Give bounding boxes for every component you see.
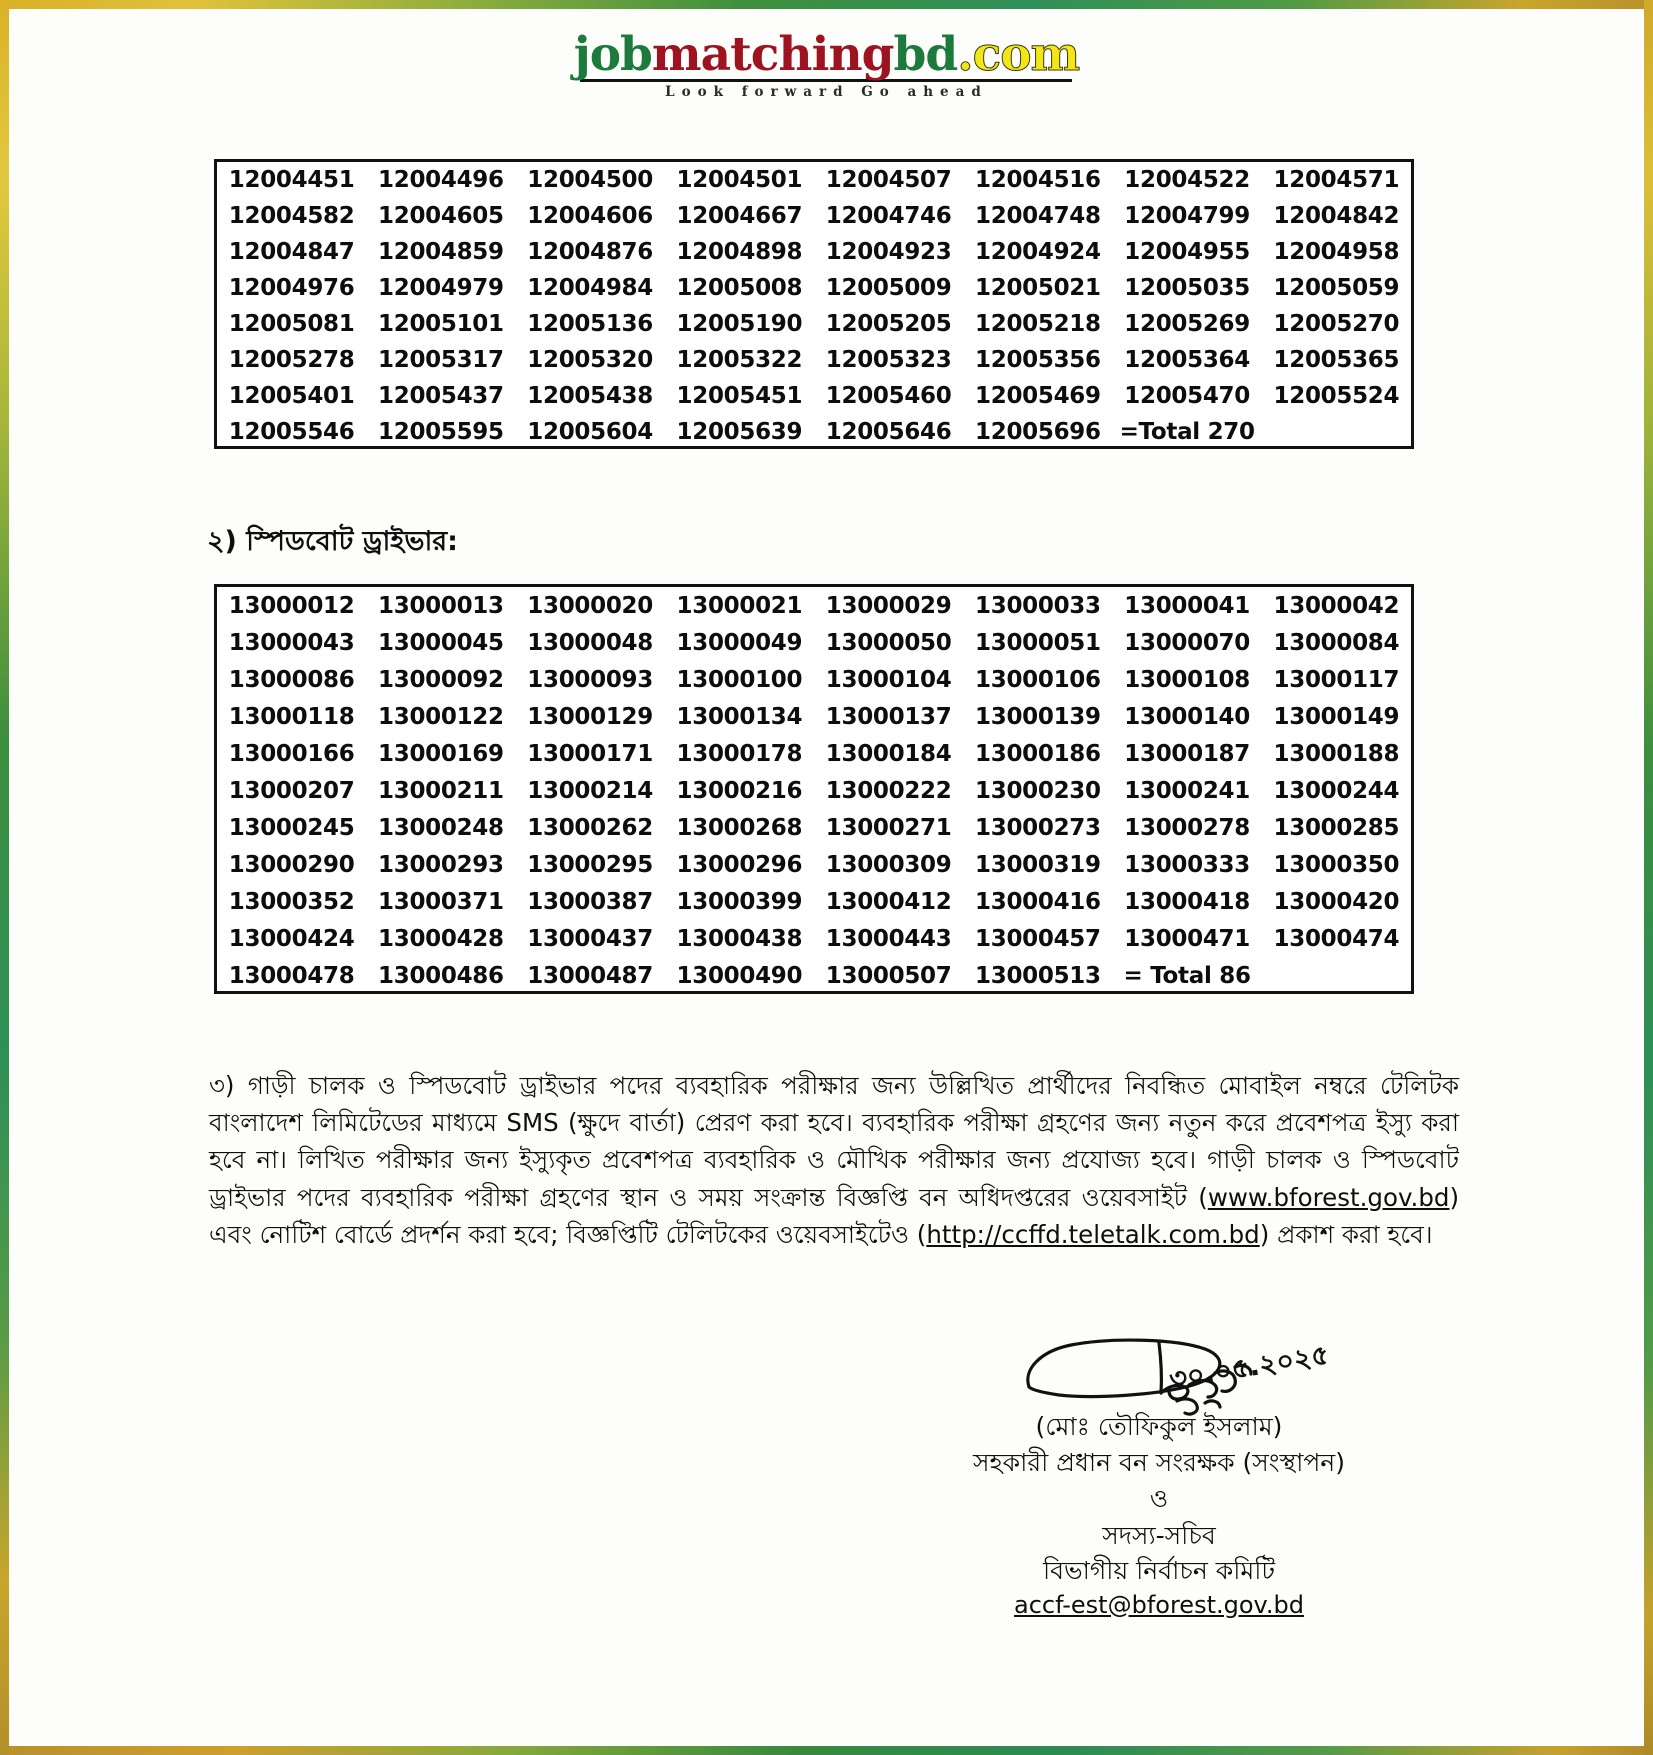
roll-number-cell: 12004859 <box>378 239 504 265</box>
table-row <box>217 698 1411 735</box>
roll-number-cell: 13000070 <box>1124 629 1250 656</box>
roll-number-cell: 12005320 <box>527 347 653 373</box>
roll-number-cell: 13000214 <box>527 777 653 804</box>
roll-number-cell: 13000139 <box>975 703 1101 730</box>
roll-number-cell: 13000211 <box>378 777 504 804</box>
table-row <box>217 342 1411 378</box>
table-row <box>217 772 1411 809</box>
roll-number-cell: 13000507 <box>825 962 952 989</box>
roll-number-cell: 12005269 <box>1124 311 1250 337</box>
roll-number-cell: 12005009 <box>825 275 952 301</box>
roll-number-cell: 12005438 <box>527 383 653 409</box>
roll-number-cell: 13000471 <box>1124 925 1250 952</box>
site-logo[interactable] <box>9 27 1644 101</box>
roll-number-cell: 13000443 <box>825 925 952 952</box>
roll-number-cell: 13000371 <box>378 888 504 915</box>
roll-number-cell: 12004955 <box>1124 239 1250 265</box>
page-border-left <box>0 0 9 1755</box>
signatory-committee: বিভাগীয় নির্বাচন কমিটি <box>1042 1556 1276 1585</box>
roll-number-cell: 12005021 <box>975 275 1101 301</box>
speedboat-roll-table-container <box>214 584 1414 994</box>
teletalk-website-link[interactable]: http://ccffd.teletalk.com.bd <box>926 1219 1260 1249</box>
roll-number-cell: 12004500 <box>527 167 653 193</box>
roll-number-cell: 12005604 <box>527 419 653 445</box>
roll-number-cell: 13000352 <box>228 888 355 915</box>
table-row <box>217 846 1411 883</box>
table-row <box>217 624 1411 661</box>
roll-number-cell: 13000457 <box>975 925 1101 952</box>
table-row <box>217 234 1411 270</box>
roll-number-cell: 12004842 <box>1273 203 1400 229</box>
roll-number-cell: 13000474 <box>1273 925 1400 952</box>
table-row <box>217 920 1411 957</box>
roll-number-cell: 13000278 <box>1124 814 1250 841</box>
roll-number-cell: 12004507 <box>825 167 952 193</box>
speedboat-roll-table-body <box>217 587 1411 994</box>
bforest-website-link[interactable]: www.bforest.gov.bd <box>1207 1182 1450 1212</box>
roll-number-cell: 12004667 <box>676 203 803 229</box>
roll-number-cell: 13000186 <box>975 740 1101 767</box>
roll-number-cell: 13000108 <box>1124 666 1250 693</box>
roll-number-cell: 13000387 <box>527 888 653 915</box>
logo-part-bd: bd <box>893 27 958 82</box>
roll-number-cell: 13000262 <box>527 814 653 841</box>
roll-number-cell: 12005101 <box>378 311 504 337</box>
roll-number-cell: 13000296 <box>676 851 803 878</box>
page-border-bottom <box>0 1746 1653 1755</box>
roll-number-cell: 13000184 <box>825 740 952 767</box>
roll-number-cell: 12004984 <box>527 275 653 301</box>
roll-number-cell: 12005639 <box>676 419 803 445</box>
speedboat-roll-table <box>217 587 1411 994</box>
roll-number-cell: 13000271 <box>825 814 952 841</box>
roll-number-cell: 13000412 <box>825 888 952 915</box>
roll-number-cell: 13000295 <box>527 851 653 878</box>
logo-wordmark <box>573 27 1080 100</box>
roll-number-cell: 12005364 <box>1124 347 1250 373</box>
roll-number-cell: 13000118 <box>228 703 355 730</box>
roll-number-cell: 13000428 <box>378 925 504 952</box>
roll-number-cell: 13000093 <box>527 666 653 693</box>
roll-number-cell: 12004451 <box>228 167 355 193</box>
roll-number-cell: 13000207 <box>228 777 355 804</box>
roll-cell-empty <box>1262 957 1411 994</box>
roll-number-cell: 12004605 <box>378 203 504 229</box>
roll-number-cell: 12004571 <box>1273 167 1400 193</box>
roll-number-cell: 13000169 <box>378 740 504 767</box>
roll-number-cell: 12005008 <box>676 275 803 301</box>
roll-number-cell: 13000309 <box>825 851 952 878</box>
roll-number-cell: 12005317 <box>378 347 504 373</box>
paragraph-segment-1: ৩) গাড়ী চালক ও স্পিডবোট ড্রাইভার পদের ব্যবহারিক পরীক্ষার জন্য উল্লিখিত প্রার্থীদের নিবন্ধিত মোবাইল নম্বরে টেলিটক বাংলাদেশ লিমিটেডের মাধ্যমে SMS (ক্ষুদে বার্তা) প্রেরণ করা হবে। ব্যবহারিক পরীক্ষা গ্রহণের জন্য নতুন করে প্রবেশপত্র ইস্যু করা হবে না। লিখিত পরীক্ষার জন্য ইস্যুকৃত প্রবেশপত্র ব্যবহারিক ও মৌখিক পরীক্ষার জন্য প্রযোজ্য হবে। গাড়ী চালক ও স্পিডবোট ড্রাইভার পদের ব্যবহারিক পরীক্ষা গ্রহণের স্থান ও সময় সংক্রান্ত বিজ্ঞপ্তি বন অধিদপ্তরের ওয়েবসাইট ( <box>209 1071 1459 1212</box>
roll-number-cell: 12005205 <box>825 311 952 337</box>
total-cell: =Total 270 <box>1119 419 1255 445</box>
roll-number-cell: 13000293 <box>378 851 504 878</box>
roll-number-cell: 13000084 <box>1273 629 1400 656</box>
roll-number-cell: 12004979 <box>378 275 504 301</box>
roll-number-cell: 12005190 <box>676 311 803 337</box>
roll-number-cell: 12004847 <box>228 239 355 265</box>
roll-number-cell: 13000137 <box>825 703 952 730</box>
roll-number-cell: 13000106 <box>975 666 1101 693</box>
roll-number-cell: 12005460 <box>825 383 952 409</box>
notice-paragraph-3 <box>209 1067 1459 1253</box>
roll-number-cell: 13000187 <box>1124 740 1250 767</box>
roll-number-cell: 12004876 <box>527 239 653 265</box>
roll-number-cell: 13000134 <box>676 703 803 730</box>
roll-number-cell: 13000051 <box>975 629 1101 656</box>
table-row <box>217 735 1411 772</box>
roll-number-cell: 13000100 <box>676 666 803 693</box>
roll-number-cell: 13000268 <box>676 814 803 841</box>
roll-number-cell: 13000013 <box>378 592 504 619</box>
roll-number-cell: 13000399 <box>676 888 803 915</box>
roll-number-cell: 13000049 <box>676 629 803 656</box>
roll-number-cell: 13000012 <box>228 592 355 619</box>
roll-number-cell: 13000418 <box>1124 888 1250 915</box>
roll-number-cell: 12004522 <box>1124 167 1250 193</box>
roll-number-cell: 13000122 <box>378 703 504 730</box>
total-cell: = Total 86 <box>1123 962 1251 989</box>
roll-number-cell: 13000416 <box>975 888 1101 915</box>
roll-number-cell: 13000020 <box>527 592 653 619</box>
roll-number-cell: 12004501 <box>676 167 803 193</box>
table-row <box>217 306 1411 342</box>
table-row <box>217 162 1411 198</box>
roll-number-cell: 13000437 <box>527 925 653 952</box>
roll-number-cell: 13000290 <box>228 851 355 878</box>
roll-number-cell: 13000171 <box>527 740 653 767</box>
roll-number-cell: 13000333 <box>1124 851 1250 878</box>
signature-date-stamp: ৩০.০৫.২০২৫ <box>1167 1339 1332 1396</box>
roll-number-cell: 13000216 <box>676 777 803 804</box>
roll-number-cell: 13000050 <box>825 629 952 656</box>
roll-number-cell: 13000273 <box>975 814 1101 841</box>
roll-number-cell: 12005401 <box>228 383 355 409</box>
logo-part-com: com <box>972 27 1080 82</box>
signatory-email: accf-est@bforest.gov.bd <box>1014 1590 1304 1619</box>
roll-number-cell: 13000104 <box>825 666 952 693</box>
roll-number-cell: 13000086 <box>228 666 355 693</box>
roll-number-cell: 12004898 <box>676 239 803 265</box>
roll-number-cell: 13000486 <box>378 962 504 989</box>
roll-number-cell: 13000042 <box>1273 592 1400 619</box>
signature-block <box>909 1329 1409 1619</box>
roll-number-cell: 13000438 <box>676 925 803 952</box>
roll-number-cell: 13000245 <box>228 814 355 841</box>
roll-number-cell: 12004516 <box>975 167 1101 193</box>
handwritten-signature-icon <box>909 1329 1409 1415</box>
table-row <box>217 378 1411 414</box>
table-row <box>217 414 1411 450</box>
roll-number-cell: 12005035 <box>1124 275 1250 301</box>
roll-number-cell: 12005356 <box>975 347 1101 373</box>
roll-number-cell: 13000149 <box>1273 703 1400 730</box>
roll-number-cell: 12005322 <box>676 347 803 373</box>
roll-number-cell: 13000129 <box>527 703 653 730</box>
signatory-name: (মোঃ তৌফিকুল ইসলাম) <box>1035 1412 1283 1441</box>
roll-number-cell: 13000166 <box>228 740 355 767</box>
table-row <box>217 661 1411 698</box>
roll-number-cell: 12005323 <box>825 347 952 373</box>
roll-number-cell: 13000244 <box>1273 777 1400 804</box>
roll-number-cell: 12005524 <box>1273 383 1400 409</box>
signatory-conjunction: ও <box>1149 1484 1169 1513</box>
roll-number-cell: 12005546 <box>228 419 355 445</box>
roll-number-cell: 12005451 <box>676 383 803 409</box>
page-border-right <box>1644 0 1653 1755</box>
roll-number-cell: 12004799 <box>1124 203 1250 229</box>
roll-number-cell: 12005081 <box>228 311 355 337</box>
roll-number-cell: 13000285 <box>1273 814 1400 841</box>
driver-roll-table <box>217 162 1411 450</box>
roll-number-cell: 13000045 <box>378 629 504 656</box>
roll-number-cell: 13000117 <box>1273 666 1400 693</box>
signatory-designation: সহকারী প্রধান বন সংরক্ষক (সংস্থাপন) <box>972 1447 1345 1477</box>
roll-number-cell: 13000021 <box>676 592 803 619</box>
roll-number-cell: 12004746 <box>825 203 952 229</box>
paragraph-segment-3: ) প্রকাশ করা হবে। <box>1259 1219 1433 1249</box>
roll-number-cell: 12005270 <box>1273 311 1400 337</box>
roll-number-cell: 13000513 <box>975 962 1101 989</box>
section-heading-speedboat-driver: ২) স্পিডবোট ড্রাইভার: <box>207 526 458 557</box>
roll-number-cell: 13000043 <box>228 629 355 656</box>
paragraph-segment-2: ) এবং নোটিশ বোর্ডে প্রদর্শন করা হবে; বিজ্ঞপ্তিটি টেলিটকের ওয়েবসাইটেও ( <box>209 1182 1459 1249</box>
roll-number-cell: 12005365 <box>1273 347 1400 373</box>
roll-number-cell: 13000048 <box>527 629 653 656</box>
roll-number-cell: 12004958 <box>1273 239 1400 265</box>
roll-number-cell: 13000092 <box>378 666 504 693</box>
roll-number-cell: 12004976 <box>228 275 355 301</box>
roll-number-cell: 12005646 <box>825 419 952 445</box>
table-row <box>217 587 1411 624</box>
roll-number-cell: 12005059 <box>1273 275 1400 301</box>
roll-number-cell: 12004924 <box>975 239 1101 265</box>
logo-tagline: Look forward Go ahead <box>665 84 988 100</box>
roll-number-cell: 12005595 <box>378 419 504 445</box>
roll-number-cell: 12005437 <box>378 383 504 409</box>
roll-number-cell: 13000222 <box>825 777 952 804</box>
roll-number-cell: 13000041 <box>1124 592 1250 619</box>
roll-number-cell: 12004748 <box>975 203 1101 229</box>
roll-number-cell: 13000487 <box>527 962 653 989</box>
roll-number-cell: 13000350 <box>1273 851 1400 878</box>
roll-number-cell: 13000241 <box>1124 777 1250 804</box>
logo-part-matching: matching <box>651 27 894 82</box>
roll-number-cell: 13000490 <box>676 962 803 989</box>
roll-number-cell: 13000029 <box>825 592 952 619</box>
roll-number-cell: 13000033 <box>975 592 1101 619</box>
table-row <box>217 883 1411 920</box>
roll-number-cell: 12005218 <box>975 311 1101 337</box>
roll-number-cell: 12004923 <box>825 239 952 265</box>
page-border-top <box>0 0 1653 9</box>
roll-number-cell: 13000420 <box>1273 888 1400 915</box>
document-sheet <box>9 9 1644 1746</box>
roll-number-cell: 12005136 <box>527 311 653 337</box>
roll-number-cell: 13000478 <box>228 962 355 989</box>
table-row <box>217 809 1411 846</box>
logo-part-job: job <box>573 27 652 82</box>
logo-part-dot: . <box>957 27 973 82</box>
roll-number-cell: 12005470 <box>1124 383 1250 409</box>
roll-number-cell: 12004606 <box>527 203 653 229</box>
roll-number-cell: 12004496 <box>378 167 504 193</box>
table-row <box>217 198 1411 234</box>
roll-number-cell: 13000230 <box>975 777 1101 804</box>
roll-number-cell: 13000140 <box>1124 703 1250 730</box>
roll-cell-empty <box>1262 414 1411 450</box>
signatory-role: সদস্য-সচিব <box>1102 1520 1216 1550</box>
roll-number-cell: 13000188 <box>1273 740 1400 767</box>
roll-number-cell: 12004582 <box>228 203 355 229</box>
roll-number-cell: 13000178 <box>676 740 803 767</box>
roll-number-cell: 12005696 <box>975 419 1101 445</box>
roll-number-cell: 13000248 <box>378 814 504 841</box>
roll-number-cell: 12005278 <box>228 347 355 373</box>
driver-roll-table-body <box>217 162 1411 450</box>
driver-roll-table-container <box>214 159 1414 449</box>
table-row <box>217 957 1411 994</box>
roll-number-cell: 13000424 <box>228 925 355 952</box>
table-row <box>217 270 1411 306</box>
roll-number-cell: 13000319 <box>975 851 1101 878</box>
roll-number-cell: 12005469 <box>975 383 1101 409</box>
